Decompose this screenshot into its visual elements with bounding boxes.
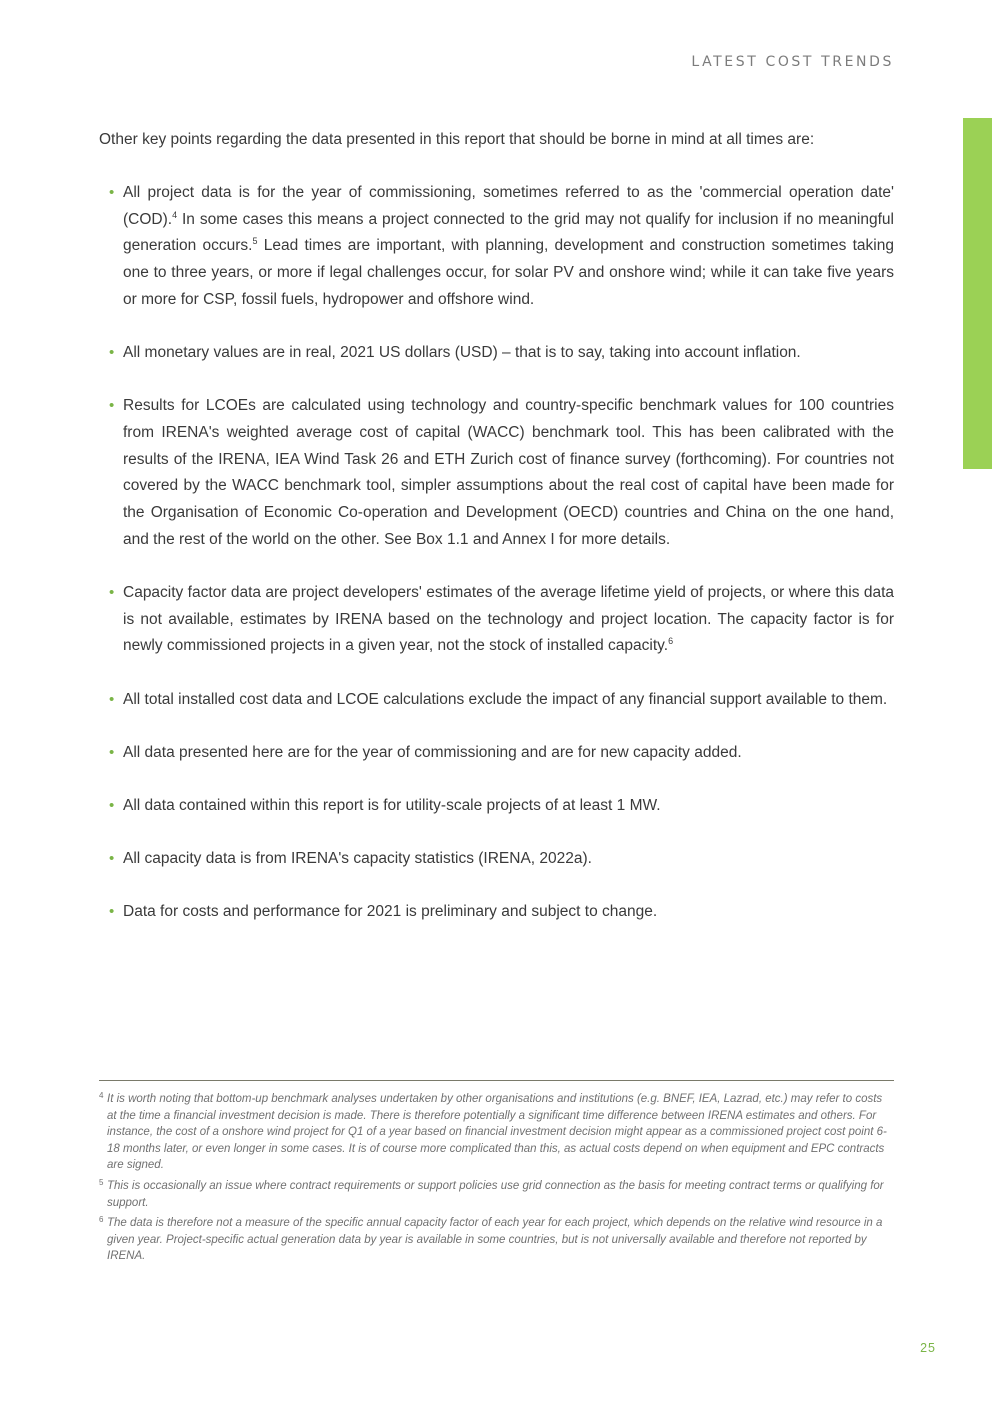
bullet-dot-icon: • (109, 850, 115, 868)
list-item (109, 740, 894, 767)
footnote-6 (99, 1215, 894, 1265)
bullet-dot-icon: • (109, 743, 115, 761)
bullet-text: All total installed cost data and LCOE calculations exclude the impact of any financial support available to them. (123, 690, 888, 708)
bullet-text: All project data is for the year of commissioning, sometimes referred to as the 'commercial operation date' (COD). (123, 184, 894, 228)
bullet-dot-icon: • (109, 344, 115, 362)
footnote-4 (99, 1091, 894, 1174)
bullet-text: All monetary values are in real, 2021 US dollars (USD) – that is to say, taking into account inflation. (123, 344, 801, 362)
list-item (109, 846, 894, 873)
running-header: LATEST COST TRENDS (691, 54, 894, 70)
bullet-text: Results for LCOEs are calculated using technology and country-specific benchmark values for 100 countries from IRENA's weighted average cost of capital (WACC) benchmark tool. This has been calibrated with the results of the IRENA, IEA Wind Task 26 and ETH Zurich cost of finance survey (forthcoming). For countries not covered by the WACC benchmark tool, simpler assumptions about the real cost of capital have been made for the Organisation of Economic Co-operation and Development (OECD) countries and China on the one hand, and the rest of the world on the other. See Box 1.1 and Annex I for more details. (123, 397, 894, 548)
footnote-divider (99, 1080, 894, 1081)
bullet-dot-icon: • (109, 397, 115, 415)
list-item (109, 180, 894, 314)
page-number: 25 (920, 1341, 936, 1355)
footnote-text: This is occasionally an issue where contract requirements or support policies use grid connection as the basis for meeting contract terms or qualifying for support. (107, 1179, 884, 1209)
bullet-text: All data contained within this report is for utility-scale projects of at least 1 MW. (123, 796, 661, 814)
footnotes (99, 1091, 894, 1269)
footnote-number: 4 (99, 1091, 104, 1100)
bullet-text: In some cases this means a project connected to the grid may not qualify for inclusion if no meaningful generation occurs. (123, 210, 894, 255)
list-item (109, 687, 894, 714)
bullet-dot-icon: • (109, 583, 115, 601)
footnote-number: 5 (99, 1177, 104, 1187)
bullet-dot-icon: • (109, 690, 115, 708)
bullet-dot-icon: • (109, 903, 115, 921)
bullet-dot-icon: • (109, 184, 115, 201)
list-item (109, 340, 894, 367)
bullet-text: Lead times are important, with planning, development and construction sometimes taking one to three years, or more if legal challenges occur, for solar PV and onshore wind; while it can take five years or more for CSP, fossil fuels, hydropower and offshore wind. (123, 237, 894, 308)
intro-paragraph: Other key points regarding the data presented in this report that should be borne in mind at all times are: (99, 131, 815, 148)
footnote-5 (99, 1178, 894, 1211)
bullet-text: Capacity factor data are project developers' estimates of the average lifetime yield of projects, or where this data is not available, estimates by IRENA based on the technology and project location. The capacity factor is for newly commissioned projects in a given year, not the stock of installed capacity. (123, 583, 894, 655)
footnote-text: The data is therefore not a measure of the specific annual capacity factor of each year for each project, which depends on the relative wind resource in a given year. Project-specific actual generation data by year is available in some countries, but is not universally available and therefore not reported by IRENA. (107, 1217, 883, 1263)
chapter-side-tab (963, 118, 992, 469)
bullet-dot-icon: • (109, 796, 115, 814)
footnote-text: It is worth noting that bottom-up benchmark analyses undertaken by other organisations and institutions (e.g. BNEF, IEA, Lazrad, etc.) may refer to costs at the time a financial investment decision is made. There is therefore potentially a significant time difference between IRENA estimates and others. For instance, the cost of a onshore wind project for Q1 of a year based on financial investment decision might appear as a commissioned project cost point 6-18 months later, or even longer in some cases. It is of course more complicated than this, as actual costs depend on when equipment and EPC contracts are signed. (107, 1093, 887, 1172)
bullet-text: Data for costs and performance for 2021 is preliminary and subject to change. (123, 903, 658, 921)
key-points-list (109, 180, 894, 953)
bullet-text: All capacity data is from IRENA's capacity statistics (IRENA, 2022a). (123, 850, 592, 868)
list-item (109, 899, 894, 926)
footnote-number: 6 (99, 1215, 104, 1225)
footnote-ref[interactable]: 4 (172, 209, 178, 220)
list-item (109, 393, 894, 553)
footnote-ref[interactable]: 5 (252, 236, 258, 247)
bullet-text: All data presented here are for the year of commissioning and are for new capacity added. (123, 743, 742, 761)
list-item (109, 793, 894, 820)
footnote-ref[interactable]: 6 (668, 636, 674, 647)
list-item (109, 580, 894, 660)
